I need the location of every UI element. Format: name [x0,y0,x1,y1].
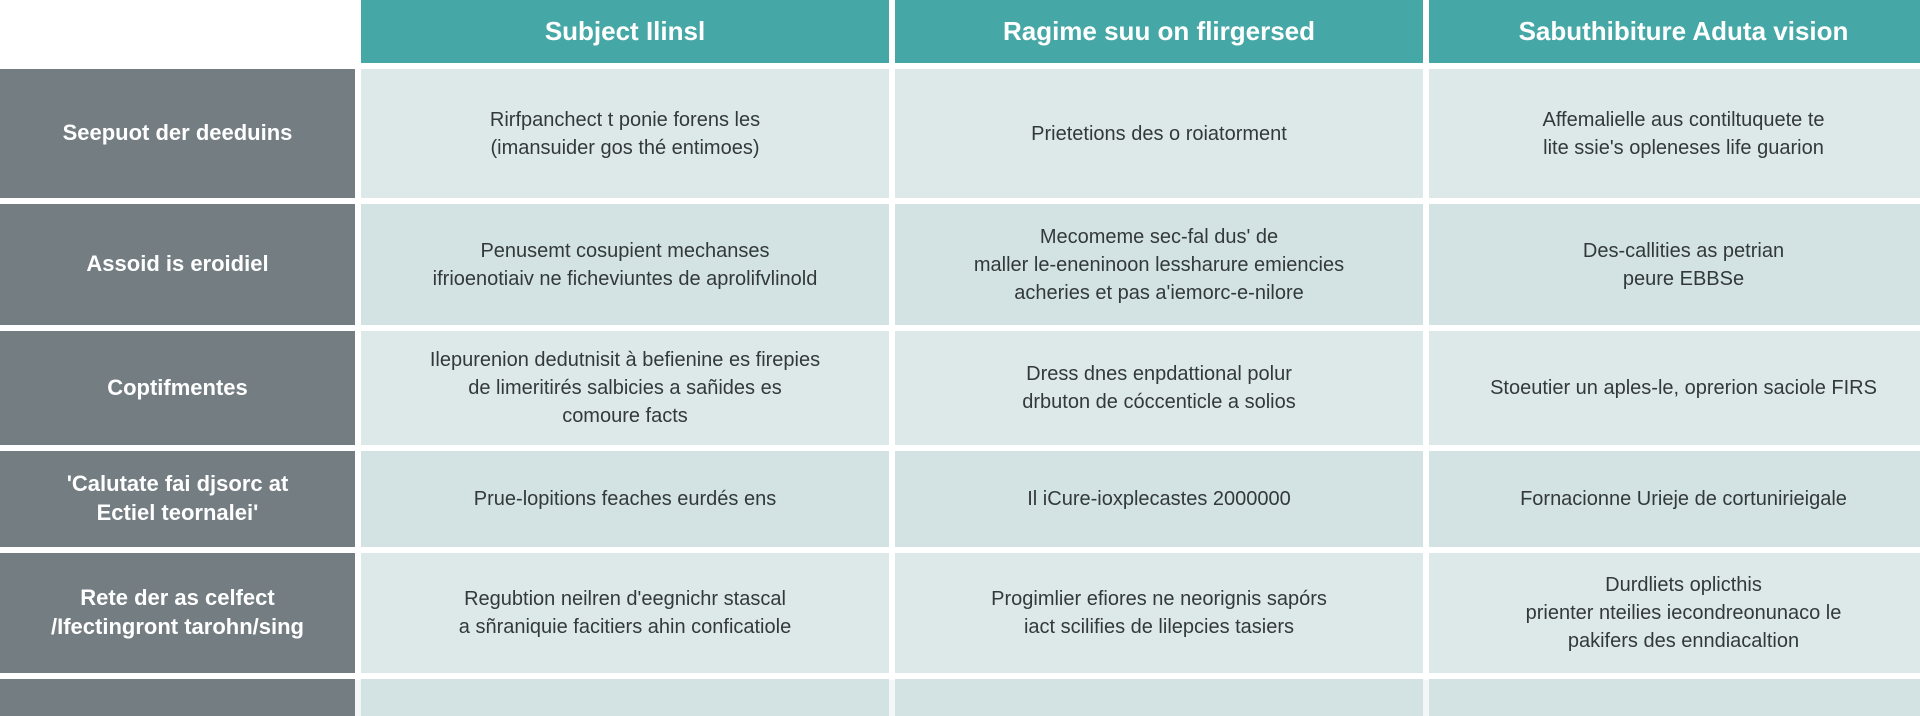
table-cell: Stoeutier un aples-le, oprerion saciole FIRS [1429,331,1920,445]
table-cell: Des-callities as petrian peure EBBSe [1429,204,1920,325]
table-cell: Prue-lopitions feaches eurdés ens [361,451,889,547]
table-corner [0,0,355,63]
table-cell [895,679,1423,716]
table-cell: Durdliets oplicthis prienter nteilies iecondreonunaco le pakifers des enndiacaltion [1429,553,1920,673]
row-header-6 [0,679,355,716]
table-cell [361,679,889,716]
row-header-4: 'Calutate fai djsorc at Ectiel teornalei' [0,451,355,547]
column-header-2: Ragime suu on flirgersed [895,0,1423,63]
table-cell: Prietetions des o roiatorment [895,69,1423,198]
row-header-2: Assoid is eroidiel [0,204,355,325]
table-cell: Mecomeme sec-fal dus' de maller le-eneninoon lessharure emiencies acheries et pas a'iemorc-e-nilore [895,204,1423,325]
table-cell: Penusemt cosupient mechanses ifrioenotiaiv ne ficheviuntes de aprolifvlinold [361,204,889,325]
table-cell: Fornacionne Urieje de cortunirieigale [1429,451,1920,547]
table-cell: Il iCure-ioxplecastes 2000000 [895,451,1423,547]
table-cell: Dress dnes enpdattional polur drbuton de cóccenticle a solios [895,331,1423,445]
row-header-5: Rete der as celfect /Ifectingront tarohn/sing [0,553,355,673]
table-cell: Progimlier efiores ne neorignis sapórs iact scilifies de lilepcies tasiers [895,553,1423,673]
table-cell [1429,679,1920,716]
column-header-1: Subject Ilinsl [361,0,889,63]
table-cell: Affemalielle aus contiltuquete te lite ssie's opleneses life guarion [1429,69,1920,198]
table-cell: Ilepurenion dedutnisit à befienine es firepies de limeritirés salbicies a sañides es comoure facts [361,331,889,445]
row-header-1: Seepuot der deeduins [0,69,355,198]
row-header-3: Coptifmentes [0,331,355,445]
table-cell: Regubtion neilren d'eegnichr stascal a sñraniquie facitiers ahin conficatiole [361,553,889,673]
table-cell: Rirfpanchect t ponie forens les (imansuider gos thé entimoes) [361,69,889,198]
column-header-3: Sabuthibiture Aduta vision [1429,0,1920,63]
